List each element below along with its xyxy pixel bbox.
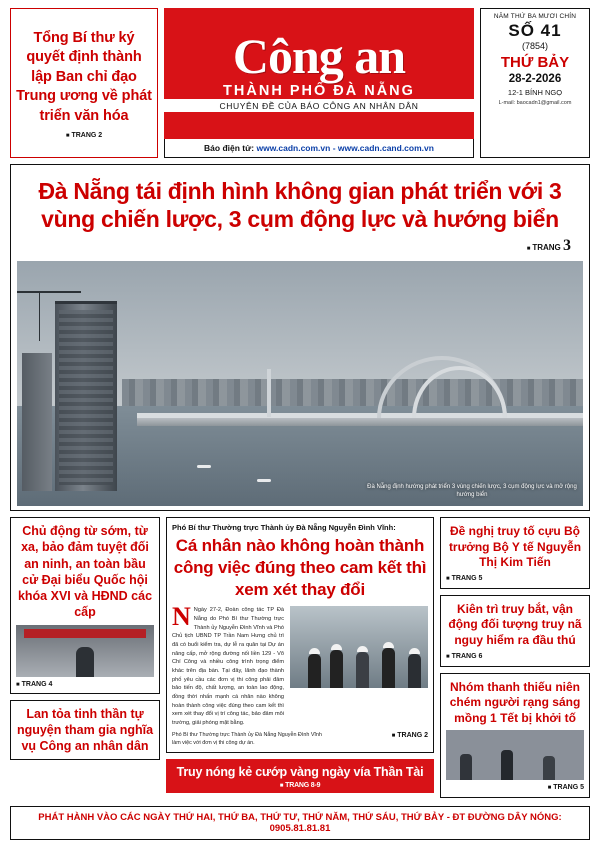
photo-building-main [55, 301, 117, 491]
issue-serial: (7854) [521, 41, 548, 51]
photo-banner [24, 629, 146, 638]
photo-person [460, 754, 472, 780]
middle-story-text [172, 602, 284, 727]
middle-story-page-ref: ■ TRANG 2 [392, 732, 428, 739]
left-story-1[interactable] [10, 517, 160, 694]
right-story-3-page-ref: ■ TRANG 5 [446, 784, 584, 791]
photo-person [308, 654, 321, 688]
right-story-2-page-ref: ■ TRANG 6 [446, 653, 584, 660]
photo-person [543, 756, 555, 780]
issue-date: 28-2-2026 [508, 73, 562, 85]
masthead-left-headline-box[interactable] [10, 8, 158, 158]
lead-page-number: 3 [563, 237, 571, 255]
left-column [10, 517, 160, 798]
middle-story-headline: Cá nhân nào không hoàn thành công việc đúng theo cam kết thì xem xét thay đổi [173, 536, 427, 600]
photo-helmet [331, 644, 342, 650]
middle-story-kicker: Phó Bí thư Thường trực Thành ủy Đà Nẵng Nguyễn Đình Vĩnh: [172, 523, 396, 533]
lead-photo [17, 261, 583, 506]
middle-story-body-row [172, 602, 428, 727]
dropcap: N [172, 602, 191, 632]
photo-helmet [309, 648, 320, 654]
photo-crane [39, 291, 40, 341]
right-story-1-headline: Đề nghị truy tố cựu Bộ trưởng Bộ Y tế Nguyễn Thị Kim Tiến [448, 524, 582, 570]
photo-helmet [357, 646, 368, 652]
masthead-left-headline: Tổng Bí thư ký quyết định thành lập Ban chỉ đạo Trung ương về phát triển văn hóa [16, 29, 152, 124]
photo-bridge-road [137, 418, 583, 426]
issue-number: SỐ 41 [508, 21, 562, 40]
lead-photo-caption: Đà Nẵng định hướng phát triển 3 vùng chiến lược, 3 cụm động lực và mở rộng hướng biển [367, 483, 577, 499]
photo-person [356, 652, 369, 688]
middle-red-teaser[interactable] [166, 759, 434, 793]
left-story-1-page-ref: ■ TRANG 4 [16, 681, 154, 688]
photo-boat [197, 465, 211, 468]
lead-page-ref [17, 235, 583, 261]
issue-weekday: THỨ BẢY [500, 54, 570, 71]
middle-red-teaser-text: Truy nóng kẻ cướp vàng ngày vía Thần Tài [176, 764, 424, 779]
lead-page-label: ■ TRANG [527, 243, 561, 252]
website-urls[interactable]: www.cadn.com.vn - www.cadn.cand.com.vn [256, 143, 434, 153]
right-column [440, 517, 590, 798]
middle-red-teaser-page-ref: ■ TRANG 8-9 [170, 782, 430, 789]
logo-tagline: CHUYÊN ĐỀ CỦA BÁO CÔNG AN NHÂN DÂN [164, 99, 474, 112]
photo-bridge-pylon [267, 369, 271, 417]
middle-story-photo [290, 606, 428, 688]
logo-title: Công an [232, 28, 406, 85]
photo-person [76, 647, 94, 677]
masthead-issue-box [480, 8, 590, 158]
middle-story-footer [172, 728, 428, 747]
photo-person [330, 650, 343, 688]
issue-email: L-mail: baocadn1@gmail.com [498, 100, 572, 106]
left-story-2-headline: Lan tỏa tinh thần tự nguyện tham gia nghĩa vụ Công an nhân dân [16, 706, 154, 754]
masthead [10, 8, 590, 158]
bottom-section [10, 517, 590, 798]
right-story-1-page-ref: ■ TRANG 5 [446, 575, 584, 582]
masthead-center [164, 8, 474, 158]
right-story-2-headline: Kiên trì truy bắt, vận động đối tượng truy nã nguy hiểm ra đầu thú [448, 601, 582, 648]
photo-person [382, 648, 395, 688]
right-story-3[interactable] [440, 673, 590, 799]
masthead-left-page-ref: ■ TRANG 2 [66, 132, 102, 139]
photo-helmet [383, 642, 394, 648]
middle-story-paragraph: Ngày 27-2, Đoàn công tác TP Đà Nẵng do Phó Bí thư Thường trực Thành ủy Nguyễn Đình Vĩnh và Phó Chủ tịch UBND TP Trần Nam Hưng chủ trì đã có buổi kiểm tra, dự lễ ra quân tại Dự án nâng cấp, mở rộng đường nối liền 129 - Võ Chí Công và nhiều công trình trọng điểm khác trên địa bàn. Tại đây, lãnh đạo thành phố yêu cầu các đơn vị thi công phải đảm bảo tiến độ, chất lượng, an toàn lao động, đồng thời nhấn mạnh cá nhân nào không hoàn thành công việc đúng theo cam kết thì xem xét thay đổi vị trí công tác, bảo đảm môi trường, giải phóng mặt bằng. [172, 607, 284, 726]
right-story-3-photo [446, 730, 584, 780]
right-story-3-headline: Nhóm thanh thiếu niên chém người rạng sáng mồng 1 Tết bị khởi tố [449, 679, 581, 725]
right-story-1[interactable] [440, 517, 590, 589]
photo-person [501, 750, 513, 780]
middle-column [166, 517, 434, 798]
middle-photo-wrap [290, 606, 428, 727]
photo-helmet [409, 648, 420, 654]
lead-story[interactable] [10, 164, 590, 511]
issue-lunar-date: 12-1 BÍNH NGỌ [507, 88, 563, 97]
lead-headline: Đà Nẵng tái định hình không gian phát triển với 3 vùng chiến lược, 3 cụm động lực và hướng biển [38, 178, 562, 233]
left-story-1-headline: Chủ động từ sớm, từ xa, bảo đảm tuyệt đối an ninh, an toàn bầu cử Đại biểu Quốc hội khóa XVI và HĐND các cấp [17, 524, 153, 620]
newspaper-logo[interactable] [164, 8, 474, 139]
photo-building-secondary [22, 353, 52, 491]
logo-subtitle: THÀNH PHỐ ĐÀ NẴNG [223, 82, 415, 99]
left-story-2[interactable] [10, 700, 160, 761]
middle-story[interactable] [166, 517, 434, 753]
footer-banner: PHÁT HÀNH VÀO CÁC NGÀY THỨ HAI, THỨ BA, THỨ TƯ, THỨ NĂM, THỨ SÁU, THỨ BẢY - ĐT ĐƯỜNG DÂY NÓNG: 0905.81.81.81 [10, 806, 590, 840]
issue-year-line: NĂM THỨ BA MƯƠI CHÍN [493, 13, 577, 20]
photo-boat [257, 479, 271, 482]
right-story-2[interactable] [440, 595, 590, 667]
website-label: Báo điện tử: [204, 143, 255, 153]
photo-person [408, 654, 421, 688]
middle-story-caption: Phó Bí thư Thường trực Thành ủy Đà Nẵng Nguyễn Đình Vĩnh làm việc với đơn vị thi công dự án. [172, 731, 322, 746]
left-story-1-photo [16, 625, 154, 677]
website-line[interactable] [164, 139, 474, 158]
